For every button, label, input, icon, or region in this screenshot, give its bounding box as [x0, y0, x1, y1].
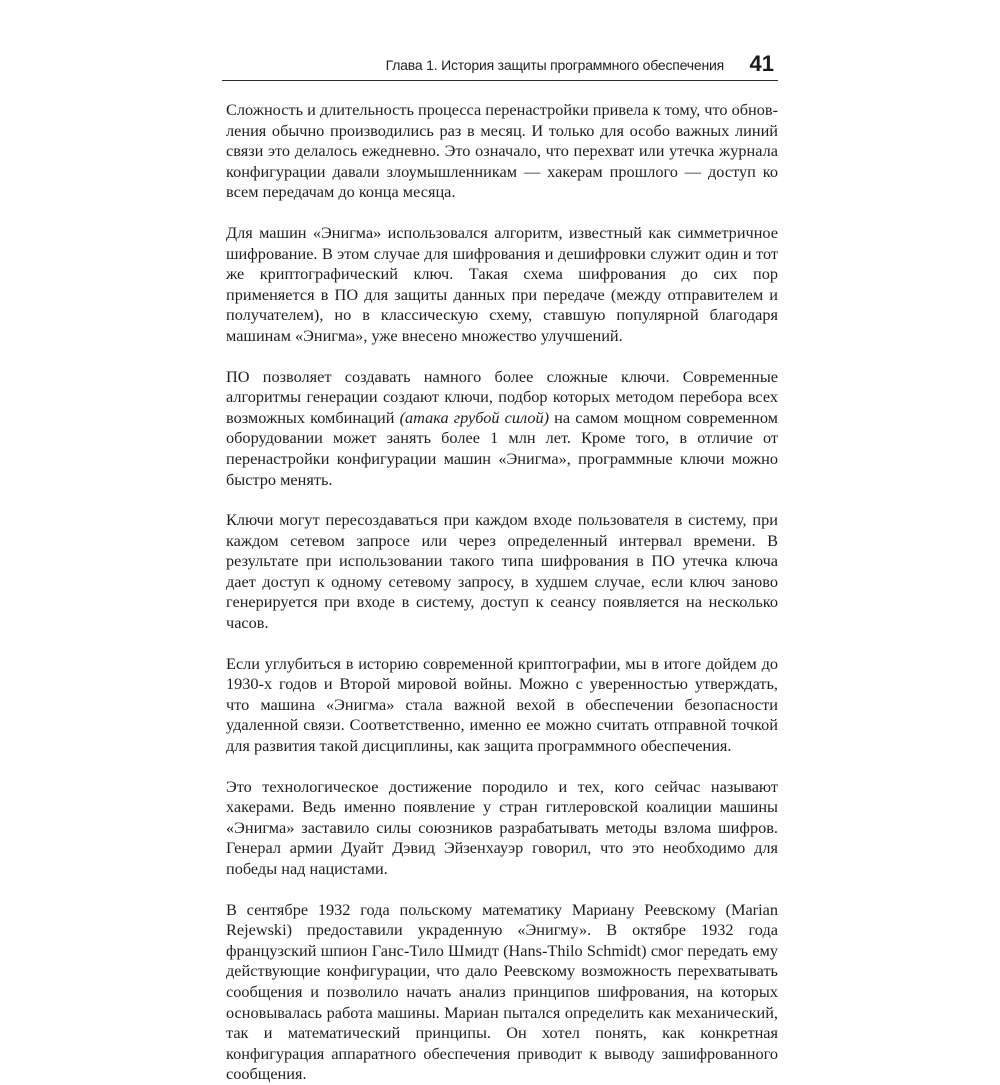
running-header [222, 48, 778, 81]
page-number: 41 [749, 51, 774, 76]
paragraph-3-text-after: на самом мощном современном оборудовании может занять более 1 млн лет. Кроме того, в отличие от перенастройки конфигурации машин «Энигма», программные ключи можно быстро менять. [226, 407, 778, 489]
chapter-title: Глава 1. История защиты программного обеспечения [385, 57, 724, 73]
paragraph-7: В сентябре 1932 года польскому математику Мариану Реевскому (Marian Rejewski) предоставили украденную «Энигму». В октябре 1932 года французский шпион Ганс-Тило Шмидт (Hans-Thilo Schmidt) смог передать ему действующие конфигурации, что дало Реевскому возможность перехватывать сообщения и позволило начать анализ принципов шифрования, на которых основывалась работа машины. Мариан пытался определить как механический, так и математический принципы. Он хотел понять, как конкретная конфигурация аппаратного обеспечения приводит к выводу зашифрованного сообщения. [226, 899, 778, 1084]
body-text [226, 100, 778, 1085]
paragraph-3-italic-term: (атака грубой силой) [399, 407, 550, 427]
paragraph-1: Сложность и длительность процесса перенастройки привела к тому, что обновления обычно производились раз в месяц. И только для особо важных линий связи это делалось ежедневно. Это означало, что перехват или утечка журнала конфигурации давали злоумышленникам — хакерам прошлого — доступ ко всем передачам до конца месяца. [226, 100, 778, 202]
paragraph-6: Это технологическое достижение породило и тех, кого сейчас называют хакерами. Ведь именно появление у стран гитлеровской коалиции машины «Энигма» заставило силы союзников разрабатывать методы взлома шифров. Генерал армии Дуайт Дэвид Эйзенхауэр говорил, что это необходимо для победы над нацистами. [226, 776, 778, 878]
paragraph-2: Для машин «Энигма» использовался алгоритм, известный как симметричное шифрование. В этом случае для шифрования и дешифровки служит один и тот же криптографический ключ. Такая схема шифрования до сих пор применяется в ПО для защиты данных при передаче (между отправителем и получателем), но в классическую схему, ставшую популярной благодаря машинам «Энигма», уже внесено множество улучшений. [226, 222, 778, 345]
paragraph-5: Если углубиться в историю современной криптографии, мы в итоге дойдем до 1930-х годов и Второй мировой войны. Можно с уверенностью утверждать, что машина «Энигма» стала важной вехой в обеспечении безопасности удаленной связи. Соответственно, именно ее можно считать отправной точкой для развития такой дисциплины, как защита программного обеспечения. [226, 653, 778, 756]
paragraph-3-text-before: ПО позволяет создавать намного более сложные ключи. Современные алгоритмы генерации создают ключи, подбор которых методом перебора всех возможных комбинаций [226, 366, 778, 427]
paragraph-3 [226, 367, 778, 491]
paragraph-4: Ключи могут пересоздаваться при каждом входе пользователя в систему, при каждом сетевом запросе или через определенный интервал времени. В результате при использовании такого типа шифрования в ПО утечка ключа дает доступ к одному сетевому запросу, в худшем случае, если ключ заново генерируется при входе в систему, доступ к сеансу появляется на несколько часов. [226, 510, 778, 633]
